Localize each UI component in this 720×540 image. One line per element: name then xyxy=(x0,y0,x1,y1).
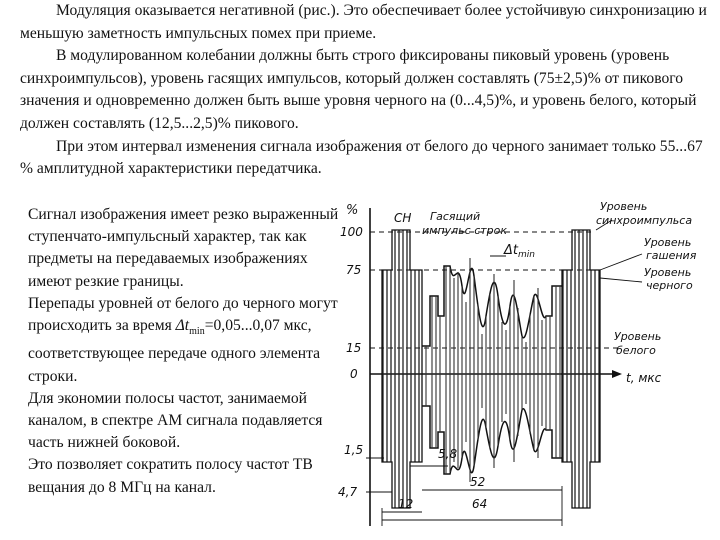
y-tick-0: 0 xyxy=(350,367,358,381)
side-paragraph-2-end: =0,05...0,07 мкс, соответствующее передаче одного элемента строки. xyxy=(28,317,321,385)
time-axis-label: t, мкс xyxy=(626,371,662,385)
sync-pulse-label: СН xyxy=(394,211,412,225)
black-level-leader xyxy=(600,278,642,282)
sync-level-label-1: Уровень xyxy=(600,200,648,213)
white-level-label-2: белого xyxy=(616,344,656,357)
y-tick-100: 100 xyxy=(340,225,363,239)
side-paragraph-3: Для экономии полосы частот, занимаемой каналом, в спектре АМ сигнала подавляется часть нижней боковой. xyxy=(28,389,323,452)
dim-4-7-label: 4,7 xyxy=(338,485,358,499)
dim-64-label: 64 xyxy=(472,497,488,511)
dim-5-8-label: 5,8 xyxy=(438,447,458,461)
blank-level-label-2: гашения xyxy=(646,249,697,262)
side-paragraph-1: Сигнал изображения имеет резко выраженный ступенчато-импульсный характер, так как предметы на передаваемых изображениях имеют резкие границы. xyxy=(28,206,339,290)
blank-level-leader xyxy=(600,254,642,270)
side-paragraph-2 xyxy=(28,293,340,388)
y-unit-label: % xyxy=(346,203,359,218)
y-tick-15: 15 xyxy=(346,341,362,355)
intro-text xyxy=(20,0,710,181)
side-paragraph-2-start: Перепады уровней от белого до черного могут происходить за время xyxy=(28,294,338,335)
time-axis-arrow xyxy=(612,370,622,378)
tv-signal-figure xyxy=(330,196,720,540)
black-level-label-1: Уровень xyxy=(644,266,692,279)
intro-paragraph-2: В модулированном колебании должны быть строго фиксированы пиковый уровень (уровень синхроимпульсов), уровень гасящих импульсов, который должен составлять (75±2,5)% от пикового значения и одновременно должен быть выше уровня черного на (0...4,5)%, и уровень белого, который должен составлять (12,5...2,5)% пикового. xyxy=(20,47,697,132)
intro-paragraph-3: При этом интервал изменения сигнала изображения от белого до черного занимает только 55...67 % амплитудной характеристики передатчика. xyxy=(20,137,703,178)
blank-level-label-1: Уровень xyxy=(644,236,692,249)
dim-1-5-label: 1,5 xyxy=(344,443,364,457)
delta-t-symbol: Δt xyxy=(175,317,190,335)
y-tick-75: 75 xyxy=(346,263,362,277)
image-signal-upper xyxy=(422,266,562,346)
intro-paragraph-1: Модуляция оказывается негативной (рис.). Это обеспечивает более устойчивую синхронизацию и меньшую заметность импульсных помех при приеме. xyxy=(20,2,707,42)
dim-12-label: 12 xyxy=(398,497,414,511)
delta-t-subscript: min xyxy=(189,326,205,338)
right-blanking-pulse xyxy=(562,230,600,508)
tv-signal-diagram xyxy=(330,196,720,540)
black-level-label-2: черного xyxy=(646,279,693,292)
dim-52-label: 52 xyxy=(470,475,486,489)
white-level-label-1: Уровень xyxy=(614,330,662,343)
side-paragraph-4: Это позволяет сократить полосу частот ТВ вещания до 8 МГц на канал. xyxy=(28,456,313,496)
delta-t-label: $\Delta t_{min}$ xyxy=(504,243,535,260)
blanking-pulse-label-2: импульс строк xyxy=(422,224,508,237)
side-text xyxy=(28,204,340,499)
image-signal-lower xyxy=(422,406,562,474)
sync-level-label-2: синхроимпульса xyxy=(596,214,693,227)
blanking-pulse-label-1: Гасящий xyxy=(430,210,481,223)
